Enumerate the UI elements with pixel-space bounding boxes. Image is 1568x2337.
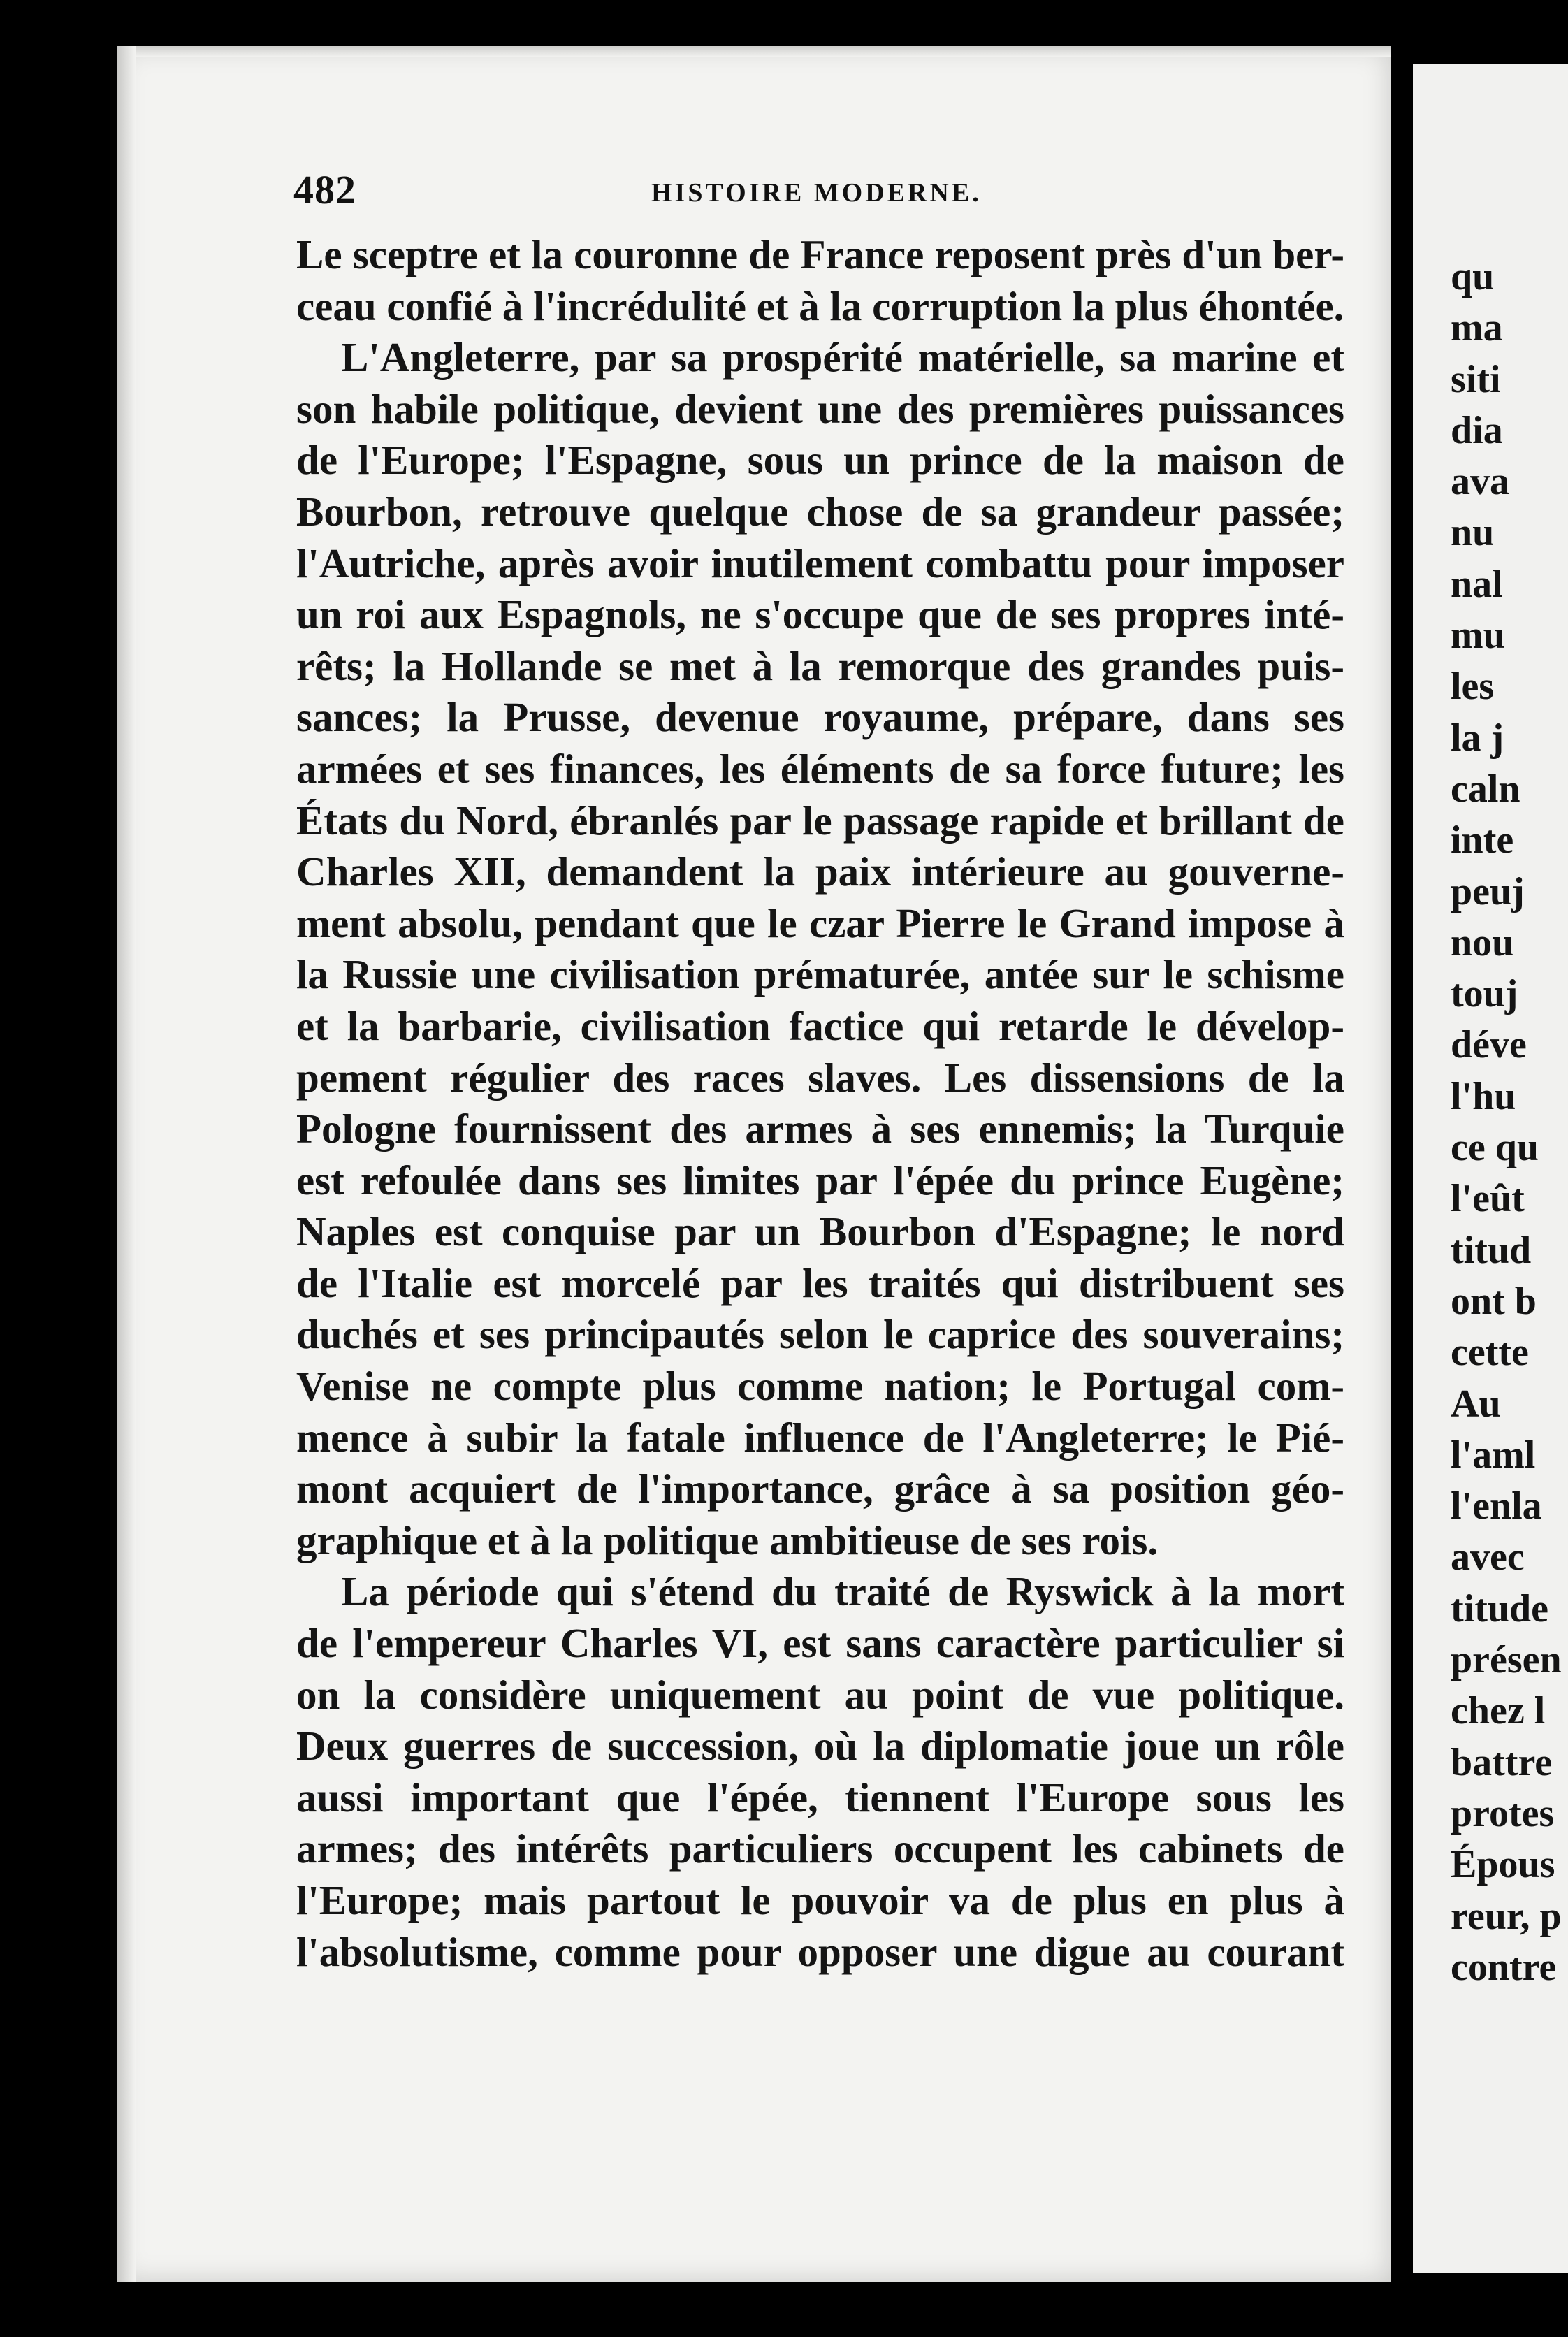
text-line: peuj [1451, 869, 1525, 913]
text-line: Pologne fournissent des armes à ses ennemis; la Turquie [296, 1106, 1344, 1152]
text-line: touj [1451, 972, 1518, 1016]
text-line: présen [1451, 1638, 1562, 1682]
text-line: pement régulier des races slaves. Les dissensions de la [296, 1054, 1344, 1101]
text-line: ma [1451, 306, 1503, 350]
text-line: la j [1451, 716, 1504, 760]
text-line: la Russie une civilisation prématurée, antée sur le schisme [296, 951, 1344, 998]
text-line: La période qui s'étend du traité de Ryswick à la mort [341, 1568, 1344, 1615]
text-line: l'absolutisme, comme pour opposer une digue au courant [296, 1928, 1344, 1975]
text-line: les [1451, 665, 1495, 709]
text-line: siti [1451, 357, 1501, 401]
text-line: Bourbon, retrouve quelque chose de sa grandeur passée; [296, 488, 1344, 535]
text-line: déve [1451, 1023, 1527, 1067]
page-edge-left [117, 46, 136, 2282]
text-line: titude [1451, 1586, 1548, 1630]
text-line: contre [1451, 1945, 1557, 1989]
text-line: caln [1451, 767, 1520, 811]
page-number: 482 [293, 167, 356, 212]
text-line: est refoulée dans ses limites par l'épée du prince Eugène; [296, 1157, 1344, 1203]
text-line: Épous [1451, 1843, 1555, 1887]
text-line: Naples est conquise par un Bourbon d'Espagne; le nord [296, 1208, 1344, 1255]
text-line: États du Nord, ébranlés par le passage rapide et brillant de [296, 797, 1344, 844]
text-line: qu [1451, 255, 1495, 298]
text-line: protes [1451, 1791, 1555, 1835]
text-line: ont b [1451, 1279, 1537, 1323]
text-line: aussi important que l'épée, tiennent l'Europe sous les [296, 1774, 1344, 1821]
text-line: mence à subir la fatale influence de l'Angleterre; le Pié- [296, 1414, 1344, 1461]
page-edge-top [117, 46, 1391, 57]
right-page-body [1451, 252, 1568, 1993]
text-line: duchés et ses principautés selon le caprice des souverains; [296, 1311, 1344, 1358]
text-line: son habile politique, devient une des premières puissances [296, 385, 1344, 432]
text-line: L'Angleterre, par sa prospérité matérielle, sa marine et [341, 334, 1344, 381]
text-line: dia [1451, 408, 1503, 452]
text-line: de l'Italie est morcelé par les traités qui distribuent ses [296, 1259, 1344, 1306]
text-line: Deux guerres de succession, où la diplomatie joue un rôle [296, 1723, 1344, 1770]
text-line: l'hu [1451, 1074, 1516, 1118]
text-line: l'enla [1451, 1484, 1542, 1528]
text-line: l'Autriche, après avoir inutilement combattu pour imposer [296, 540, 1344, 586]
text-line: cette [1451, 1331, 1529, 1375]
text-line: mu [1451, 614, 1505, 658]
text-line: armées et ses finances, les éléments de sa force future; les [296, 745, 1344, 792]
text-line: inte [1451, 818, 1514, 862]
text-line: titud [1451, 1228, 1532, 1272]
text-line: ceau confié à l'incrédulité et à la corruption la plus éhontée. [296, 282, 1344, 329]
text-line: un roi aux Espagnols, ne s'occupe que de ses propres inté- [296, 591, 1344, 638]
text-line: et la barbarie, civilisation factice qui retarde le dévelop- [296, 1002, 1344, 1049]
text-line: Charles XII, demandent la paix intérieure au gouverne- [296, 848, 1344, 895]
text-line: ce qu [1451, 1126, 1539, 1170]
text-line: de l'empereur Charles VI, est sans caractère particulier si [296, 1620, 1344, 1667]
text-line: Venise ne compte plus comme nation; le Portugal com- [296, 1363, 1344, 1410]
text-line: mont acquiert de l'importance, grâce à sa position géo- [296, 1466, 1344, 1512]
text-line: ment absolu, pendant que le czar Pierre le Grand impose à [296, 899, 1344, 946]
text-line: nu [1451, 511, 1495, 555]
text-line: nal [1451, 562, 1503, 606]
text-line: sances; la Prusse, devenue royaume, prépare, dans ses [296, 694, 1344, 741]
text-line: Au [1451, 1382, 1501, 1426]
text-line: rêts; la Hollande se met à la remorque des grandes puis- [296, 642, 1344, 689]
text-line: battre [1451, 1740, 1553, 1784]
text-line: on la considère uniquement au point de vue politique. [296, 1671, 1344, 1718]
text-line: chez l [1451, 1689, 1546, 1733]
text-line: nou [1451, 920, 1514, 964]
text-line: Le sceptre et la couronne de France reposent près d'un ber- [296, 231, 1344, 277]
text-line: avec [1451, 1535, 1525, 1579]
text-line: l'aml [1451, 1433, 1536, 1477]
text-line: de l'Europe; l'Espagne, sous un prince de la maison de [296, 437, 1344, 484]
text-line: ava [1451, 460, 1509, 504]
text-line: l'eût [1451, 1177, 1525, 1221]
text-line: reur, p [1451, 1894, 1562, 1938]
left-page-body [296, 229, 1344, 1978]
text-line: armes; des intérêts particuliers occupent les cabinets de [296, 1825, 1344, 1872]
running-title: HISTOIRE MODERNE. [651, 178, 982, 208]
text-line: l'Europe; mais partout le pouvoir va de plus en plus à [296, 1877, 1344, 1923]
text-line: graphique et à la politique ambitieuse de ses rois. [296, 1517, 1159, 1563]
